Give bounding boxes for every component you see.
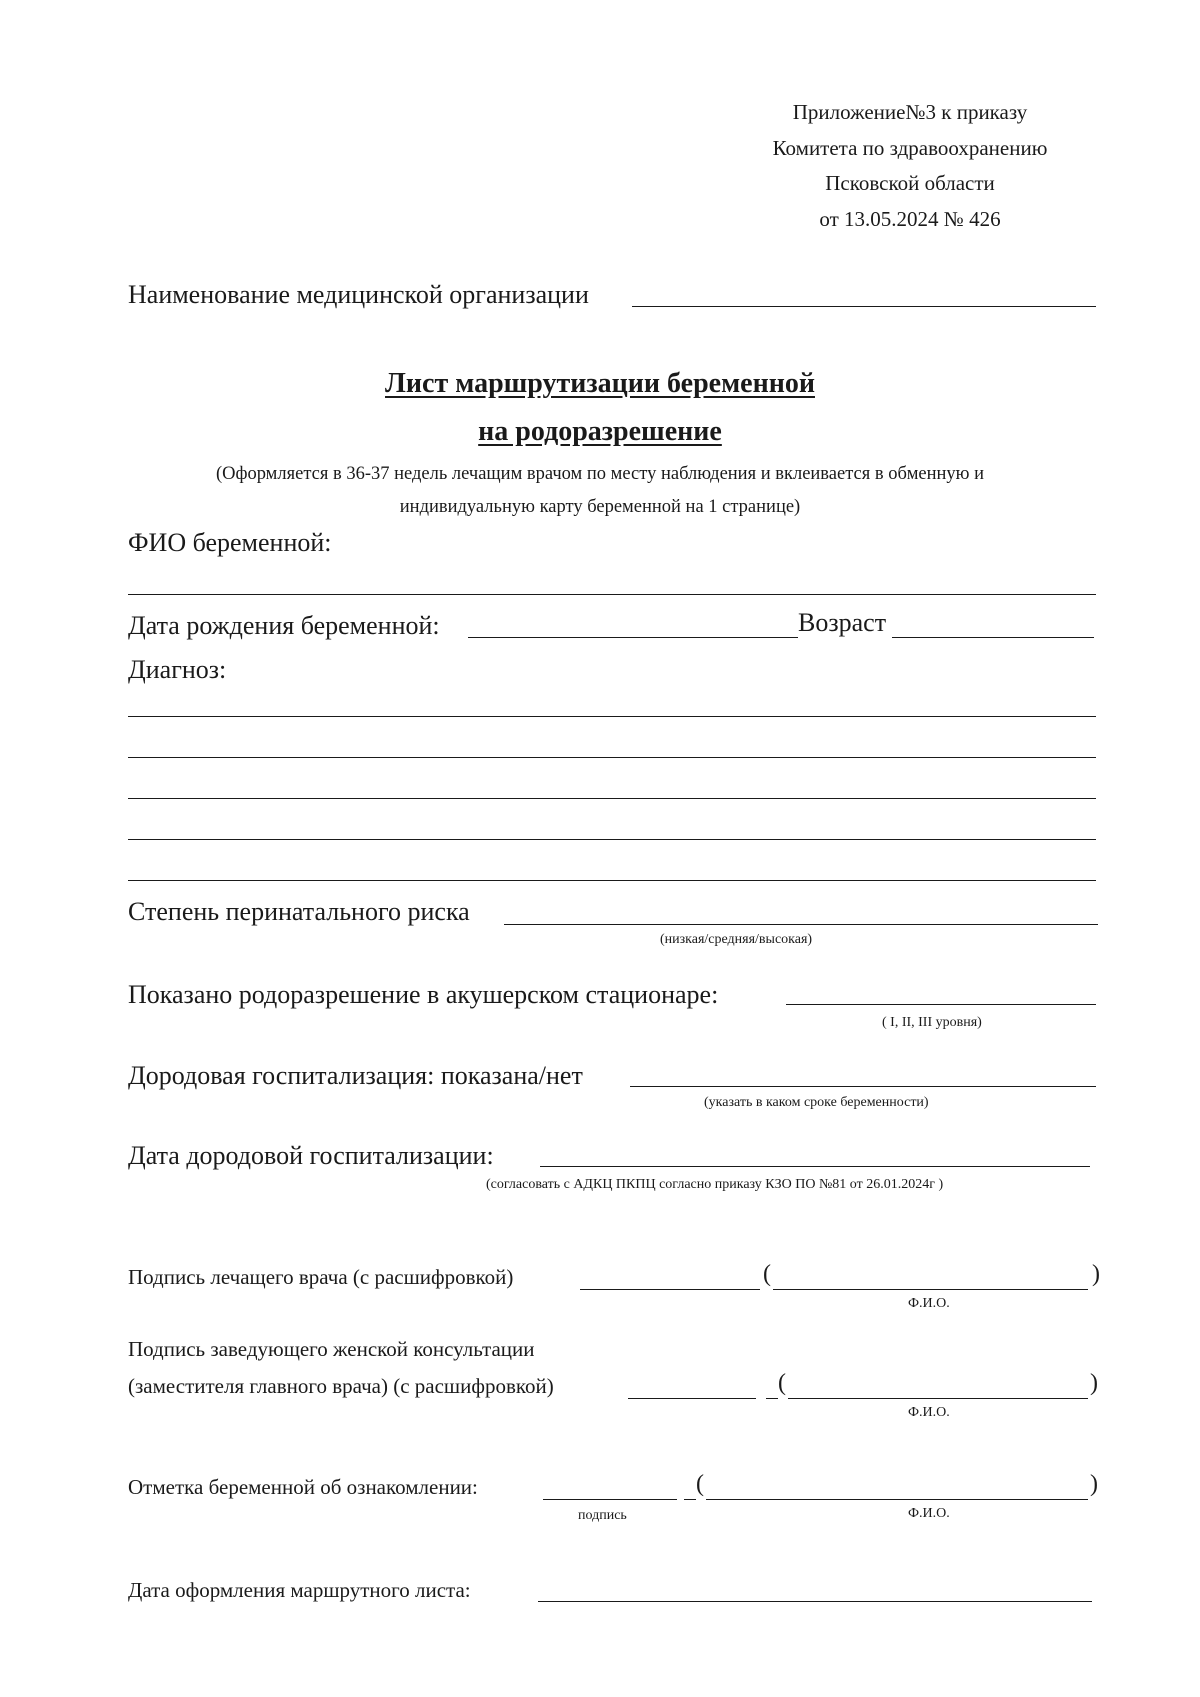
doctor-signature-label: Подпись лечащего врача (с расшифровкой): [128, 1265, 514, 1289]
org-name-label: Наименование медицинской организации: [128, 280, 589, 309]
head-fio-hint: Ф.И.О.: [908, 1405, 950, 1420]
order-reference-line-4: от 13.05.2024 № 426: [819, 206, 1001, 231]
age-field[interactable]: [892, 637, 1094, 638]
head-signature-field[interactable]: [628, 1398, 756, 1399]
patient-fio-field[interactable]: [706, 1499, 1088, 1500]
fio-label: ФИО беременной:: [128, 528, 332, 557]
hosp-date-label: Дата дородовой госпитализации:: [128, 1141, 494, 1170]
diagnosis-line-4[interactable]: [128, 839, 1096, 840]
head-signature-label-2: (заместителя главного врача) (с расшифровкой): [128, 1374, 554, 1398]
risk-field[interactable]: [504, 924, 1098, 925]
doctor-signature-field[interactable]: [580, 1289, 760, 1290]
fio-field[interactable]: [128, 594, 1096, 595]
age-label: Возраст: [798, 608, 887, 637]
risk-label: Степень перинатального риска: [128, 897, 470, 926]
birth-date-field[interactable]: [468, 637, 798, 638]
diagnosis-line-5[interactable]: [128, 880, 1096, 881]
head-fio-field[interactable]: [788, 1398, 1088, 1399]
document-title-line-2: на родоразрешение: [478, 416, 722, 447]
patient-signature-field[interactable]: [543, 1499, 677, 1500]
diagnosis-line-1[interactable]: [128, 716, 1096, 717]
instructions-line-1: (Оформляется в 36-37 недель лечащим врачом по месту наблюдения и вклеивается в обменную и: [215, 464, 985, 484]
issue-date-field[interactable]: [538, 1601, 1092, 1602]
head-fio-open-paren: (: [778, 1370, 786, 1396]
doctor-fio-field[interactable]: [773, 1289, 1088, 1290]
diagnosis-line-3[interactable]: [128, 798, 1096, 799]
delivery-hint: ( I, II, III уровня): [882, 1015, 982, 1030]
order-reference: [745, 95, 1075, 237]
document-title: Лист маршрутизации беременной: [385, 368, 815, 399]
patient-ack-label: Отметка беременной об ознакомлении:: [128, 1475, 478, 1499]
order-reference-line-2: Комитета по здравоохранению: [772, 135, 1048, 160]
issue-date-label: Дата оформления маршрутного листа:: [128, 1578, 471, 1602]
hospitalization-label: Дородовая госпитализация: показана/нет: [128, 1061, 583, 1090]
hospitalization-field[interactable]: [630, 1086, 1096, 1087]
diagnosis-line-2[interactable]: [128, 757, 1096, 758]
patient-fio-hint: Ф.И.О.: [908, 1506, 950, 1521]
head-fio-close-paren: ): [1090, 1370, 1098, 1396]
head-signature-dash: [766, 1398, 778, 1399]
doctor-fio-hint: Ф.И.О.: [908, 1296, 950, 1311]
order-reference-line-3: Псковской области: [825, 171, 995, 195]
patient-signature-hint: подпись: [578, 1508, 627, 1523]
doctor-fio-open-paren: (: [763, 1261, 771, 1287]
risk-hint: (низкая/средняя/высокая): [660, 932, 813, 947]
hospitalization-hint: (указать в каком сроке беременности): [704, 1095, 929, 1110]
birth-date-label: Дата рождения беременной:: [128, 611, 440, 640]
patient-fio-open-paren: (: [696, 1471, 704, 1497]
patient-fio-close-paren: ): [1090, 1471, 1098, 1497]
patient-signature-dash: [684, 1499, 696, 1500]
hosp-date-hint: (согласовать с АДКЦ ПКПЦ согласно приказу КЗО ПО №81 от 26.01.2024г ): [486, 1177, 944, 1192]
org-name-field[interactable]: [632, 306, 1096, 307]
hosp-date-field[interactable]: [540, 1166, 1090, 1167]
doctor-fio-close-paren: ): [1092, 1261, 1100, 1287]
diagnosis-label: Диагноз:: [128, 655, 227, 684]
instructions-line-2: индивидуальную карту беременной на 1 странице): [399, 497, 801, 517]
delivery-label: Показано родоразрешение в акушерском стационаре:: [128, 980, 719, 1009]
delivery-field[interactable]: [786, 1004, 1096, 1005]
head-signature-label-1: Подпись заведующего женской консультации: [128, 1337, 535, 1361]
order-reference-line-1: Приложение№3 к приказу: [792, 100, 1028, 124]
